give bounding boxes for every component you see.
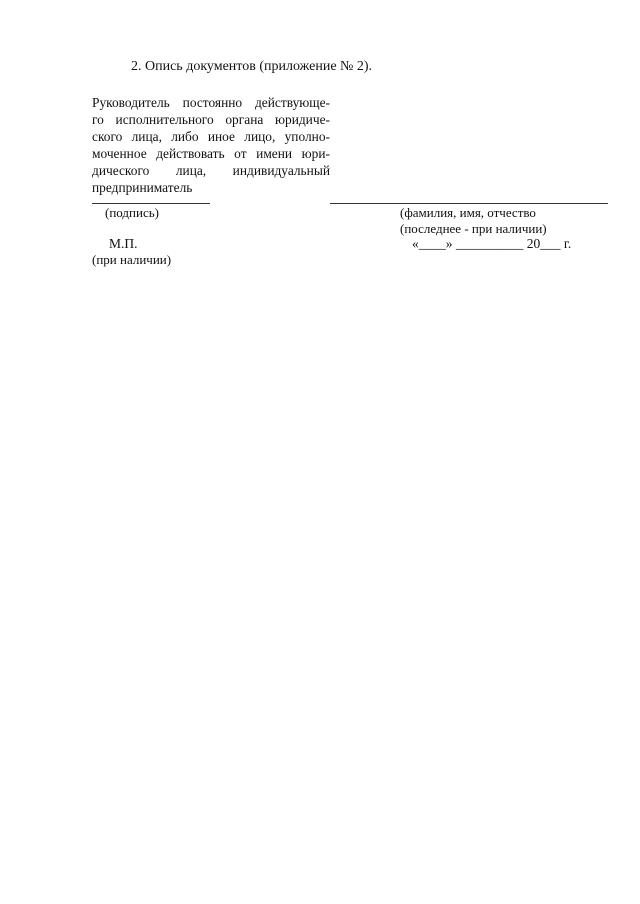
- signer-line-5: дического лица, индивидуальный: [92, 163, 330, 178]
- full-name-caption-note: (последнее - при наличии): [400, 221, 547, 236]
- signer-line-3: ского лица, либо иное лицо, уполно-: [92, 129, 330, 144]
- date-field: «____» __________ 20___ г.: [412, 236, 572, 251]
- signer-line-1: Руководитель постоянно действующе-: [92, 95, 330, 110]
- seal-note: (при наличии): [92, 252, 172, 267]
- signer-line-6: предприниматель: [92, 180, 193, 195]
- seal-label: М.П.: [109, 236, 138, 251]
- signature-line: [92, 203, 210, 204]
- signer-position-text: [92, 94, 330, 196]
- signature-caption: (подпись): [105, 205, 159, 220]
- full-name-caption: (фамилия, имя, отчество: [400, 205, 536, 220]
- attachment-list-item: 2. Опись документов (приложение № 2).: [131, 59, 373, 74]
- signer-line-4: моченное действовать от имени юри-: [92, 146, 330, 161]
- signer-line-2: го исполнительного органа юридиче-: [92, 112, 330, 127]
- full-name-line: [330, 203, 608, 204]
